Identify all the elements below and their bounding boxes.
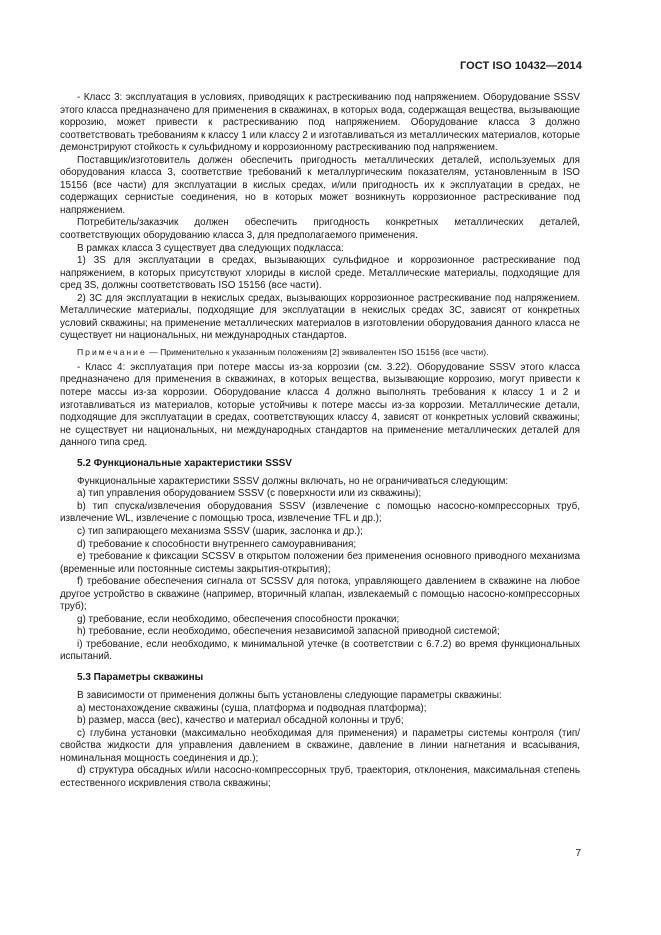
list-item: e) требование к фиксации SCSSV в открытом положении без применения основного приводного механизма (временные или постоянные системы закрытия-открытия); xyxy=(60,551,580,575)
list-item: Функциональные характеристики SSSV должны включать, но не ограничиваться следующим: xyxy=(77,475,509,487)
note-label: Примечание xyxy=(77,346,147,357)
paragraph: В рамках класса 3 существует два следующих подкласса: xyxy=(77,242,344,254)
paragraph: - Класс 4: эксплуатация при потере массы из-за коррозии (см. 3.22). Оборудование SSSV этого класса предназначено для применения в скважинах, в которых вещества, вызывающие коррозию, могут привести к потере массы из-за коррозии. Оборудование класса 4 должно выполнять требования к классу 1 и 2 и изготавливаться из материалов, которые устойчивы к потере массы из-за коррозии. Металлические детали, подходящие для эксплуатации в средах, соответствующих классу 4, зависят от конкретных условий скважины; не существует ни национальных, ни международных стандартов на применение металлических деталей для данного типа сред. xyxy=(60,361,580,449)
document-header: ГОСТ ISO 10432—2014 xyxy=(459,60,582,72)
page-number: 7 xyxy=(575,848,581,859)
list-item: d) структура обсадных и/или насосно-компрессорных труб, траектория, отклонения, максимальная степень естественного искривления ствола скважины; xyxy=(60,765,580,789)
list-item: В зависимости от применения должны быть установлены следующие параметры скважины: xyxy=(77,689,502,701)
list-item: c) глубина установки (максимально необходимая для применения) и параметры системы контроля (тип/свойства жидкости для управления давлением в скважине, давление в линии нагнетания и всасывания, номинальная мощность соединения и др.); xyxy=(60,727,580,764)
section-heading: 5.2 Функциональные характеристики SSSV xyxy=(77,457,292,469)
paragraph: Потребитель/заказчик должен обеспечить пригодность конкретных металлических деталей, соответствующих оборудованию класса 3, для предполагаемого применения. xyxy=(60,217,580,242)
list-item: d) требование к способности внутреннего самоуравнивания; xyxy=(77,538,357,550)
list-item: g) требование, если необходимо, обеспечения способности прокачки; xyxy=(77,613,400,625)
paragraph: Поставщик/изготовитель должен обеспечить пригодность металлических деталей, используемых для оборудования класса 3, соответствие требований к металлургическим показателям, установленным в ISO 15156 (все части) для эксплуатации в кислых средах, и/или пригодность их к эксплуатации в средах, не содержащих сернистые соединения, но в которых может возникнуть коррозионное растрескивание под напряжением. xyxy=(60,154,580,216)
note xyxy=(60,346,580,358)
list-item: а) тип управления оборудованием SSSV (с поверхности или из скважины); xyxy=(77,488,422,500)
document-body xyxy=(60,92,580,790)
list-item: b) размер, масса (вес), качество и материал обсадной колонны и труб; xyxy=(77,715,404,727)
list-item: i) требование, если необходимо, к минимальной утечке (в соответствии с 6.7.2) во время функциональных испытаний. xyxy=(60,638,580,663)
section-heading: 5.3 Параметры скважины xyxy=(77,671,204,683)
list-item: h) требование, если необходимо, обеспечения независимой запасной приводной системой; xyxy=(77,626,500,638)
paragraph: 2) 3C для эксплуатации в некислых средах, вызывающих коррозионное растрескивание под напряжением. Металлические материалы, подходящие для эксплуатации в некислых средах 3C, зависят от конкретных условий скважины; на применение металлических материалов в изготовлении оборудования данного класса не существует ни национальных, ни международных стандартов. xyxy=(60,292,580,342)
list-item: f) требование обеспечения сигнала от SCSSV для потока, управляющего давлением в скважине на любое другое устройство в скважине (например, вторичный клапан, извлекаемый с помощью насосно-компрессорных труб); xyxy=(60,576,580,613)
paragraph: 1) 3S для эксплуатации в средах, вызывающих сульфидное и коррозионное растрескивание под напряжением, в которых присутствуют хлориды в кислой среде. Металлические материалы, подходящие для сред 3S, должны соответствовать ISO 15156 (все части). xyxy=(60,255,580,292)
list-item: c) тип запирающего механизма SSSV (шарик, заслонка и др.); xyxy=(77,525,363,537)
note-text: — Применительно к указанным положениям [2] эквивалентен ISO 15156 (все части). xyxy=(146,346,489,357)
paragraph: - Класс 3: эксплуатация в условиях, приводящих к растрескиванию под напряжением. Оборудование SSSV этого класса предназначено для применения в скважинах, в которых вода, содержащая вещества, вызывающие коррозию, может привести к растрескиванию под напряжением. Оборудование класса 3 должно соответствовать требованиям к классу 1 или классу 2 и изготавливаться из металлических материалов, которые демонстрируют стойкость к сульфидному и коррозионному растрескиванию под напряжением. xyxy=(60,92,580,154)
list-item: а) местонахождение скважины (суша, платформа и подводная платформа); xyxy=(77,702,427,714)
list-item: b) тип спуска/извлечения оборудования SSSV (извлечение с помощью насосно-компрессорных труб, извлечение WL, извлечение с помощью троса, извлечение TFL и др.); xyxy=(60,500,580,525)
